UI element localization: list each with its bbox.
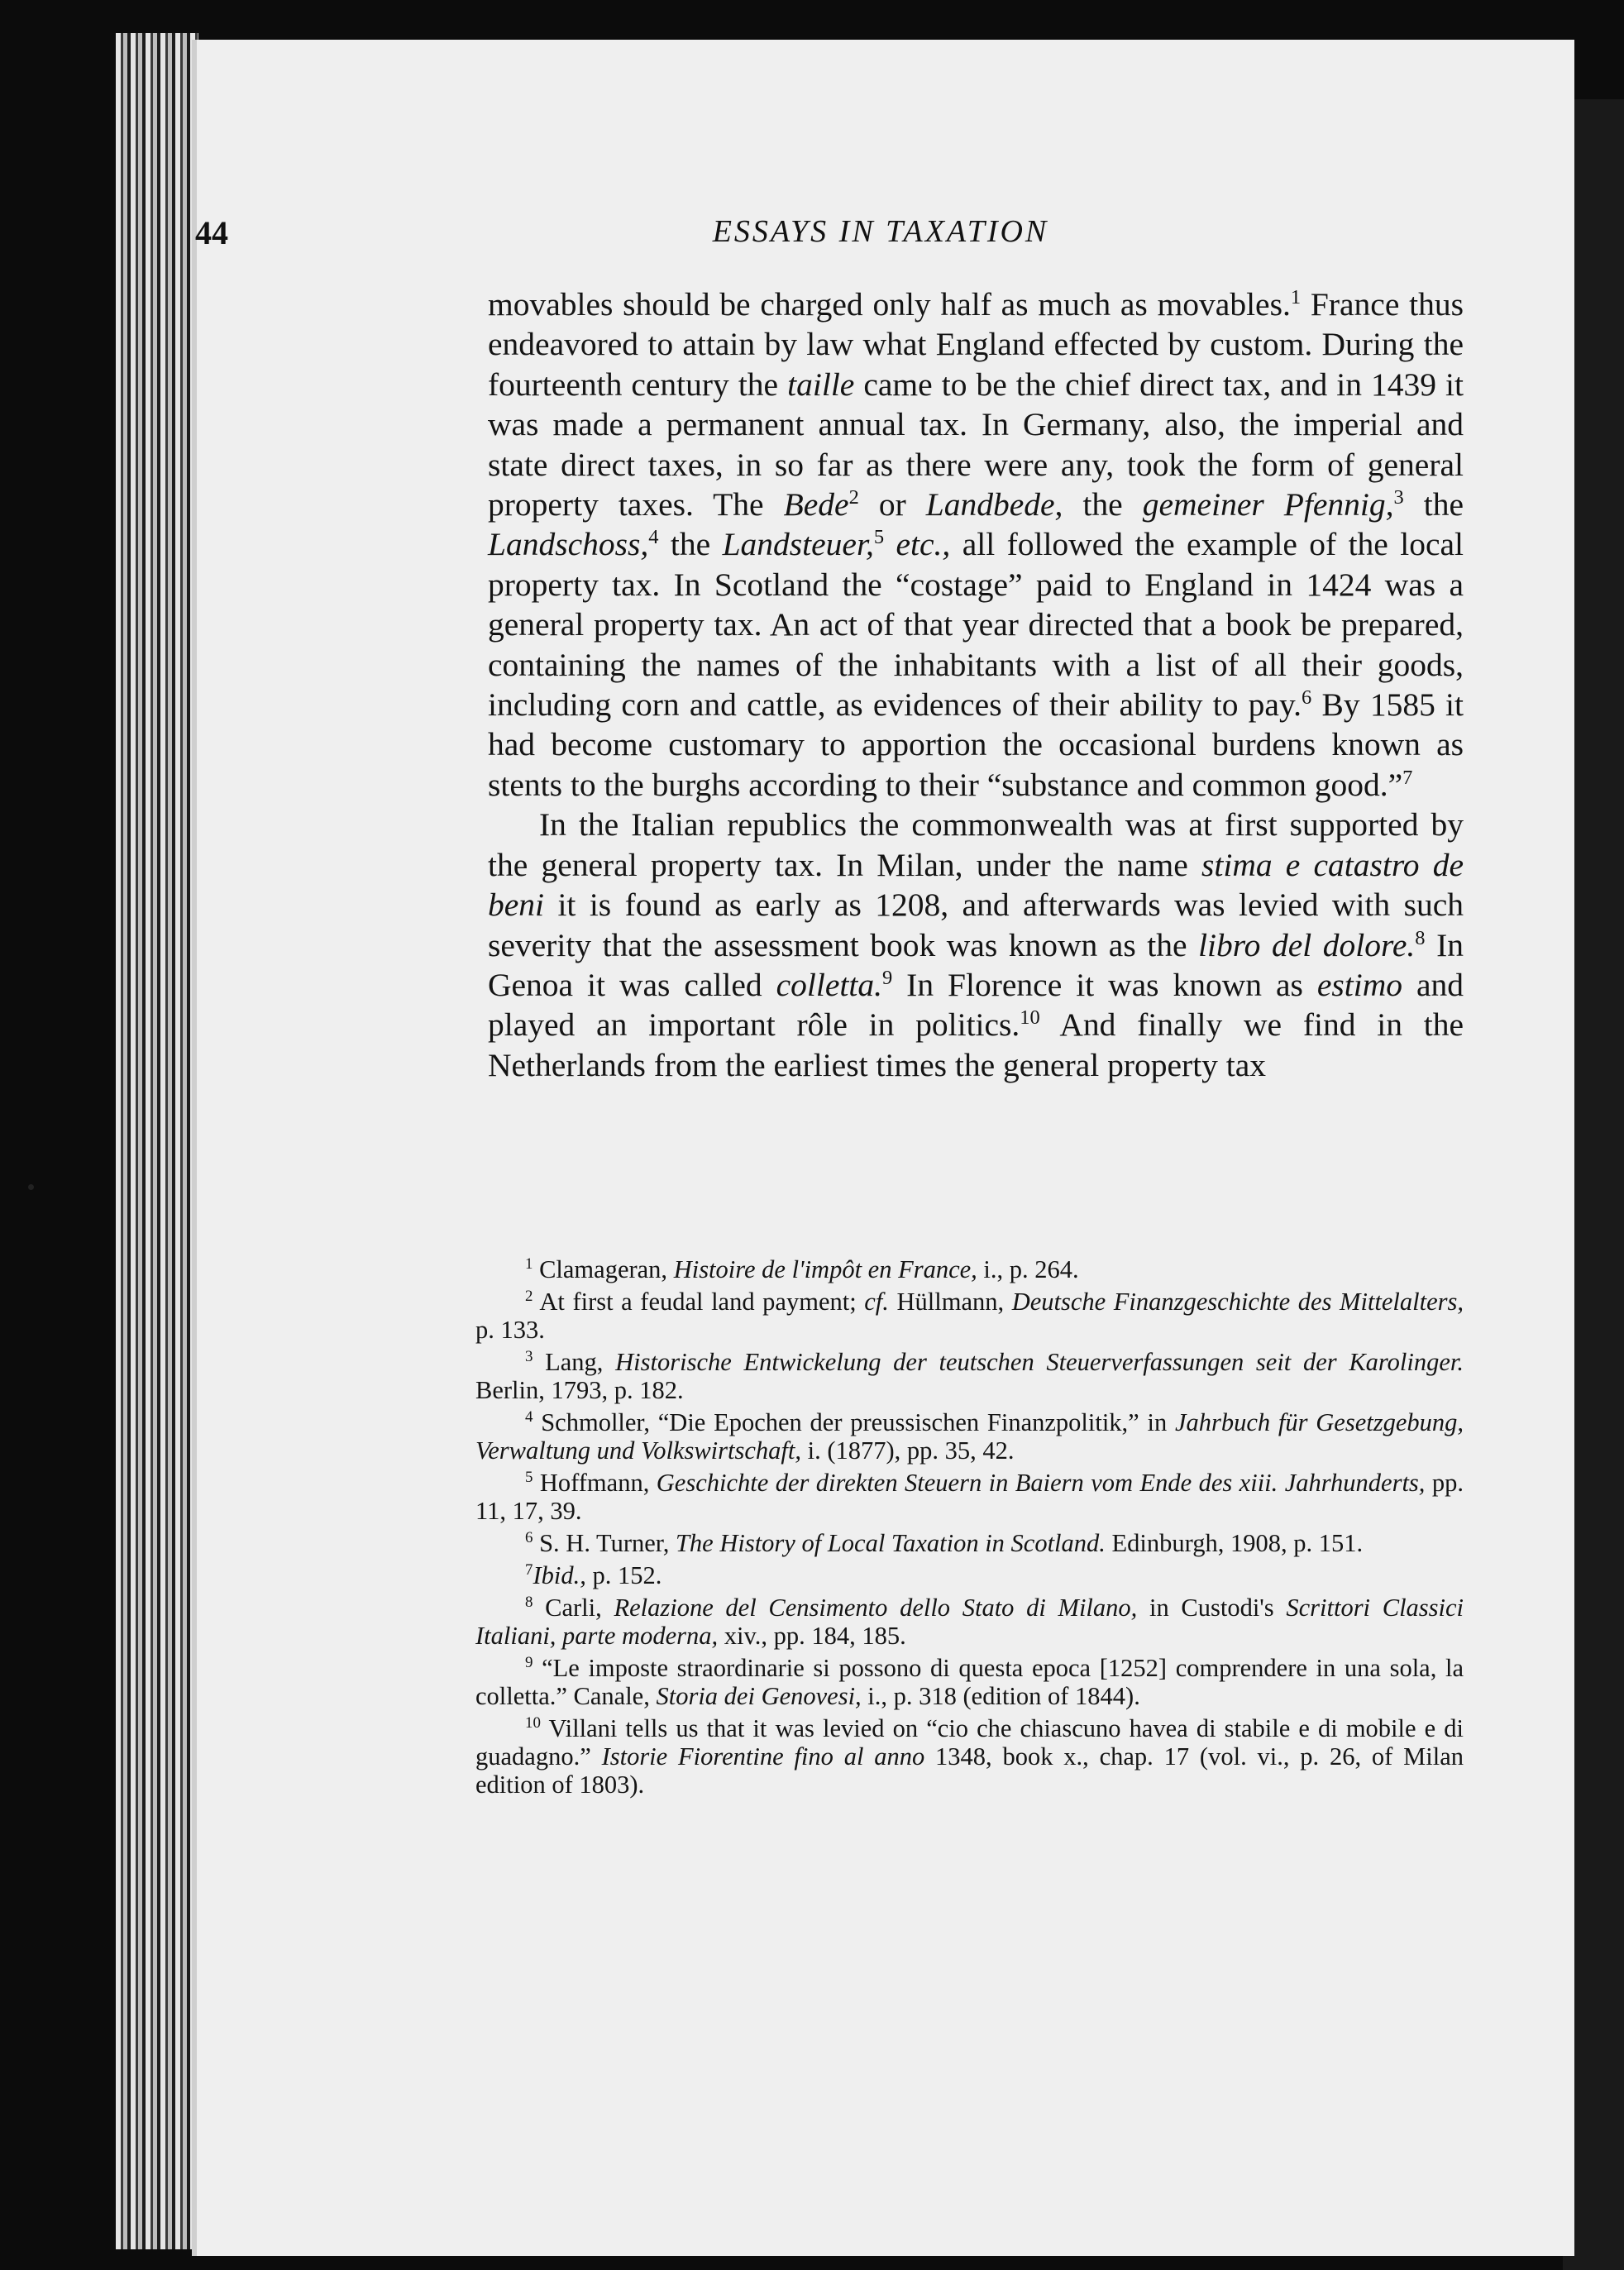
footnote: $^6$ S. H. Turner, The History of Local Taxation in Scotland. Edinburgh, 1908, p. 151. [525, 1528, 1364, 1557]
page-header [298, 213, 1464, 263]
page-number: 44 [195, 214, 228, 251]
footnote: $^5$ Hoffmann, Geschichte der direkten Steuern in Baiern vom Ende des xiii. Jahrhunderts, pp. 11, 17, 39. [475, 1468, 1464, 1525]
footnote: $^{10}$ Villani tells us that it was levied on “cio che chiascuno havea di stabile e di mobile e di guadagno.” Istorie Fiorentine fino al anno 1348, book x., chap. 17 (vol. vi., p. 26, of Milan edition of 1803). [475, 1713, 1464, 1799]
footnote-ref: 1 [1290, 285, 1302, 308]
footnote: $^8$ Carli, Relazione del Censimento dello Stato di Milano, in Custodi's Scrittori Classici Italiani, parte moderna, xiv., pp. 184, 185. [475, 1593, 1464, 1650]
footnote-ref: 4 [648, 526, 659, 549]
scan-speck [28, 1184, 34, 1190]
footnote-ref: 10 [1020, 1006, 1040, 1030]
footnote: $^2$ At first a feudal land payment; cf. Hüllmann, Deutsche Finanzgeschichte des Mittelalters, p. 133. [475, 1287, 1464, 1344]
running-head: ESSAYS IN TAXATION [712, 214, 1049, 249]
footnote-ref: 6 [1302, 686, 1312, 709]
body-text [488, 284, 1464, 1085]
book-spine-edge [116, 33, 198, 2249]
paragraph: movables should be charged only half as much as movables.$^1$ France thus endeavored to attain by law what England effected by custom. During the fourteenth century the taille came to be the chief direct tax, and in 1439 it was made a permanent annual tax. In Germany, also, the imperial and state direct taxes, in so far as there were any, took the form of general property taxes. The Bede$^2$ or Landbede, the gemeiner Pfennig,$^3$ the Landschoss,$^4$ the Landsteuer,$^5$ etc., all followed the example of the local property tax. In Scotland the “costage” paid to England in 1424 was a general property tax. An act of that year directed that a book be prepared, containing the names of the inhabitants with a list of all their goods, including corn and cattle, as evidences of their ability to pay.$^6$ By 1585 it had become customary to apportion the occasional burdens known as stents to the burghs according to their “substance and common good.”$^7$ [488, 285, 1464, 803]
footnote-ref: 9 [881, 966, 893, 989]
footnote-ref: 8 [1415, 926, 1426, 949]
footnote-ref: 3 [1393, 485, 1404, 509]
footnote: $^1$ Clamageran, Histoire de l'impôt en France, i., p. 264. [525, 1254, 1079, 1283]
footnote-ref: 2 [848, 485, 859, 509]
footnote: $^3$ Lang, Historische Entwickelung der teutschen Steuerverfassungen seit der Karolinger. Berlin, 1793, p. 182. [475, 1347, 1464, 1404]
footnotes [475, 1255, 1464, 1803]
footnote-ref: 7 [1402, 766, 1413, 789]
footnote-ref: 5 [873, 526, 885, 549]
footnote: $^7$Ibid., p. 152. [525, 1560, 662, 1589]
paragraph: In the Italian republics the commonwealth was at first supported by the general property tax. In Milan, under the name stima e catastro de beni it is found as early as 1208, and afterwards was levied with such severity that the assessment book was known as the libro del dolore.$^8$ In Genoa it was called colletta.$^9$ In Florence it was known as estimo and played an important rôle in politics.$^{10}$ And finally we find in the Netherlands from the earliest times the general property tax [488, 806, 1464, 1083]
footnote: $^9$ “Le imposte straordinarie si possono di questa epoca [1252] comprendere in una sola, la colletta.” Canale, Storia dei Genovesi, i., p. 318 (edition of 1844). [475, 1653, 1464, 1710]
footnote: $^4$ Schmoller, “Die Epochen der preussischen Finanzpolitik,” in Jahrbuch für Gesetzgebung, Verwaltung und Volkswirtschaft, i. (1877), pp. 35, 42. [475, 1407, 1464, 1465]
